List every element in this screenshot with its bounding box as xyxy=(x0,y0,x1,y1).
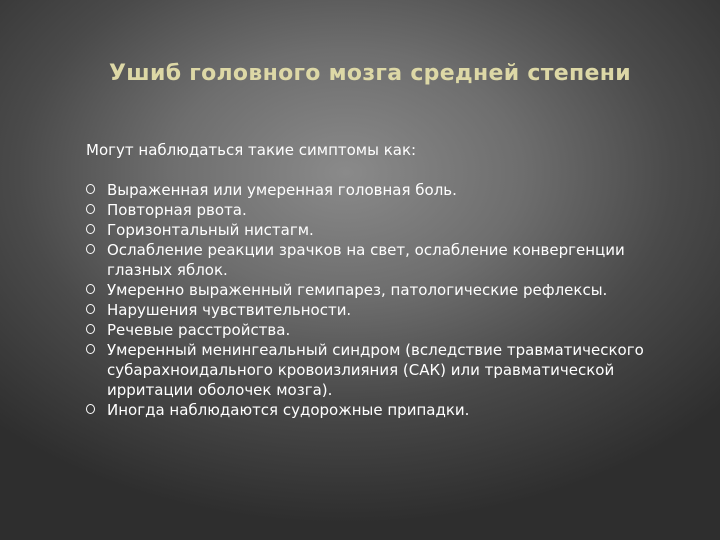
list-item xyxy=(86,340,646,400)
list-item-text: Умеренный менингеальный синдром (вследствие травматического субарахноидального кровоизлияния (САК) или травматической ирритации оболочек мозга). xyxy=(107,341,644,399)
hollow-circle-bullet-icon xyxy=(86,284,95,294)
hollow-circle-bullet-icon xyxy=(86,344,95,354)
hollow-circle-bullet-icon xyxy=(86,244,95,254)
hollow-circle-bullet-icon xyxy=(86,204,95,214)
intro-text: Могут наблюдаться такие симптомы как: xyxy=(86,141,417,159)
list-item-text: Выраженная или умеренная головная боль. xyxy=(107,181,457,199)
hollow-circle-bullet-icon xyxy=(86,404,95,414)
hollow-circle-bullet-icon xyxy=(86,224,95,234)
hollow-circle-bullet-icon xyxy=(86,324,95,334)
list-item xyxy=(86,300,646,320)
list-item-text: Ослабление реакции зрачков на свет, ослабление конвергенции глазных яблок. xyxy=(107,241,625,279)
list-item xyxy=(86,180,646,200)
list-item-text: Повторная рвота. xyxy=(107,201,247,219)
symptom-list xyxy=(86,180,646,420)
list-item-text: Умеренно выраженный гемипарез, патологические рефлексы. xyxy=(107,281,608,299)
list-item-text: Горизонтальный нистагм. xyxy=(107,221,314,239)
list-item xyxy=(86,400,646,420)
list-item xyxy=(86,220,646,240)
list-item xyxy=(86,280,646,300)
list-item-text: Нарушения чувствительности. xyxy=(107,301,352,319)
list-item-text: Речевые расстройства. xyxy=(107,321,291,339)
hollow-circle-bullet-icon xyxy=(86,304,95,314)
hollow-circle-bullet-icon xyxy=(86,184,95,194)
slide-title: Ушиб головного мозга средней степени xyxy=(109,61,631,86)
list-item xyxy=(86,240,646,280)
list-item xyxy=(86,320,646,340)
list-item-text: Иногда наблюдаются судорожные припадки. xyxy=(107,401,470,419)
list-item xyxy=(86,200,646,220)
